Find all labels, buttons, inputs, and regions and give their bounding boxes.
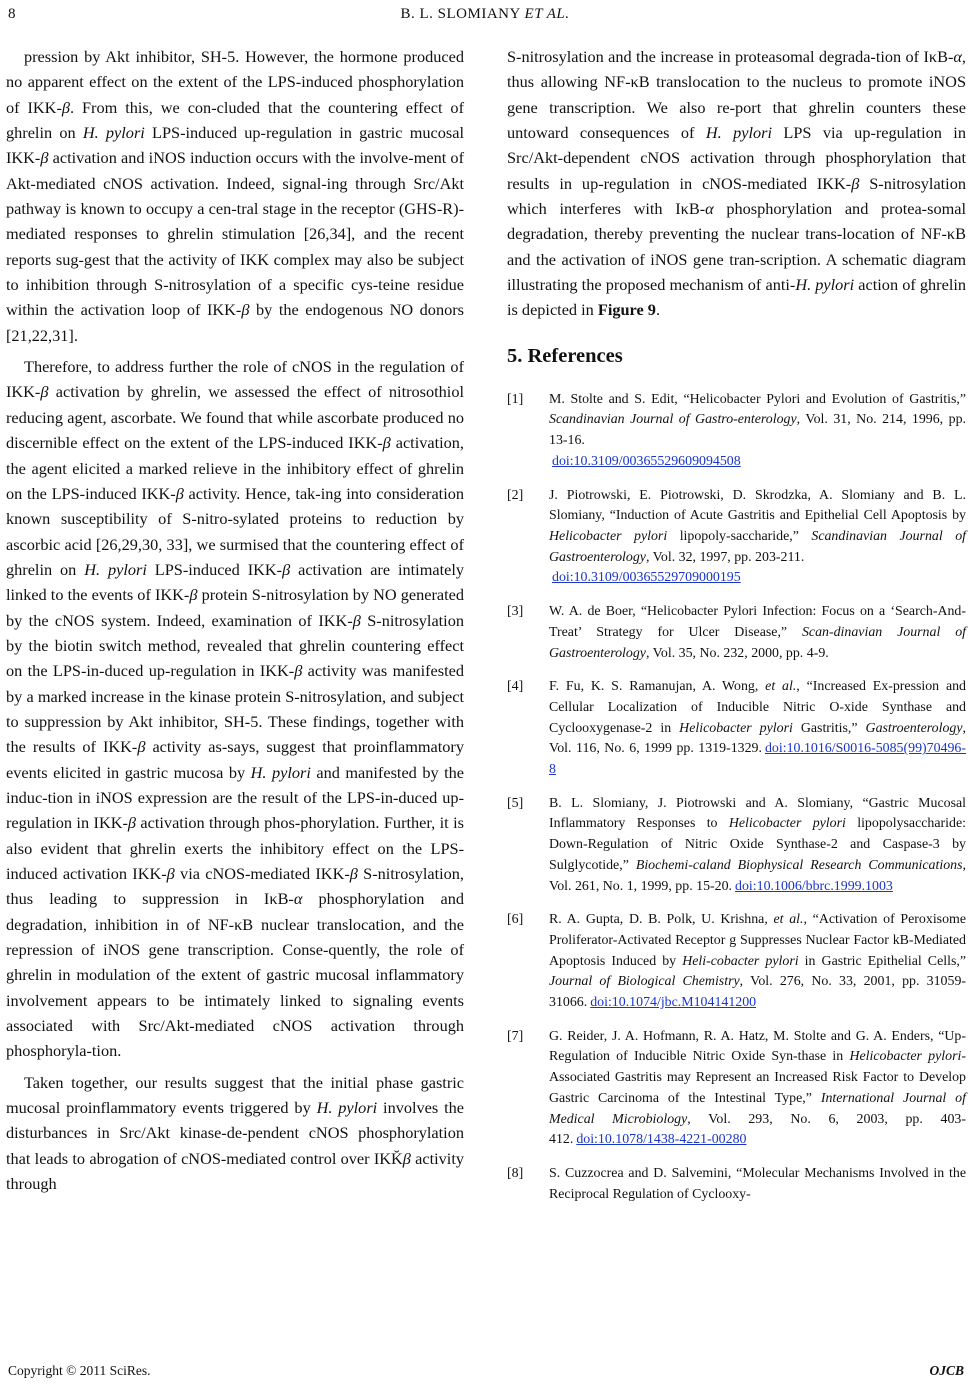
doi-link[interactable]: doi:10.3109/00365529609094508 — [552, 453, 741, 469]
reference-text: F. Fu, K. S. Ramanujan, A. Wong, et al., “Increased Ex-pression and Cellular Localization of Inducible Nitric O-xide Synthase and Cyclooxygenase-2 in Helicobacter pylori Gastritis,” Gastroenterology, Vol. 116, No. 6, 1999 pp. 1319-1329. doi:10.1016/S0016-5085(99)70496-8 — [549, 679, 966, 778]
reference-item — [507, 602, 966, 664]
reference-number: [4] — [507, 679, 524, 695]
reference-number: [5] — [507, 795, 524, 811]
reference-number: [2] — [507, 487, 524, 503]
reference-number: [8] — [507, 1165, 524, 1181]
body-paragraph: Taken together, our results suggest that the initial phase gastric mucosal proinflammatory events triggered by H. pylori involves the disturbances in Src/Akt kinase-de-pendent cNOS phosphorylation that leads to abrogation of cNOS-mediated control over IKK̆β activity through — [6, 1072, 464, 1194]
journal-abbrev: OJCB — [929, 1363, 964, 1378]
body-paragraph: Therefore, to address further the role of cNOS in the regulation of IKK-β activation by ghrelin, we assessed the effect of nitrosothiol reducing agent, ascorbate. We found that while ascorbate produced no discernible effect on the extent of the LPS-induced IKK-β activation, the agent elicited a marked relieve in the inhibitory effect of ghrelin on the LPS-induced IKK-β activity. Hence, tak-ing into consideration known susceptibility of S-nitro-sylated proteins to reduction by ascorbic acid [26,29,30, 33], we surmised that the countering effect of ghrelin on H. pylori LPS-induced IKK-β activation are intimately linked to the events of IKK-β protein S-nitrosylation by NO generated by the cNOS system. Indeed, examination of IKK-β S-nitrosylation by the biotin switch method, revealed that ghrelin countering effect on the LPS-in-duced up-regulation in IKK-β activity was manifested by a marked increase in the kinase protein S-nitrosylation, and subject to suppression by Akt inhibitor, SH-5. These findings, together with the results of IKK-β activity as-says, suggest that proinflammatory events elicited in gastric mucosa by H. pylori and manifested by the induc-tion in iNOS expression are the result of the LPS-in-duced up-regulation in IKK-β activation through phos-phorylation. Further, it is also evident that ghrelin exerts the inhibitory effect on the LPS-induced activation IKK-β via cNOS-mediated IKK-β S-nitrosylation, thus leading to suppression in IκB-α phosphorylation and degradation, inhibition in of NF-κB nuclear translocation, and the repression of iNOS gene transcription. Conse-quently, the role of ghrelin in modulation of the extent of gastric mucosal inflammatory involvement appears to be intimately linked to signaling events associated with Src/Akt-mediated cNOS activation through phosphoryla-tion. — [6, 357, 465, 1061]
page-number: 8 — [8, 6, 16, 22]
reference-text: R. A. Gupta, D. B. Polk, U. Krishna, et al., “Activation of Peroxisome Proliferator-Activated Receptor g Suppresses Nuclear Factor kB-Mediated Apoptosis Induced by Heli-cobacter pylori in Gastric Epithelial Cells,” Journal of Biological Chemistry, Vol. 276, No. 33, 2001, pp. 31059-31066. doi:10.1074/jbc.M104141200 — [549, 912, 967, 1011]
doi-link[interactable]: doi:10.3109/00365529709000195 — [552, 570, 741, 586]
section-title: 5. References — [507, 344, 623, 367]
reference-text: W. A. de Boer, “Helicobacter Pylori Infection: Focus on a ‘Search-And-Treat’ Strategy for Ulcer Disease,” Scan-dinavian Journal of Gastroenterology, Vol. 35, No. 232, 2000, pp. 4-9. — [549, 604, 966, 661]
body-paragraph: pression by Akt inhibitor, SH-5. However, the hormone produced no apparent effect on the extent of the LPS-induced phosphorylation of IKK-β. From this, we con-cluded that the countering effect of ghrelin on H. pylori LPS-induced up-regulation in gastric mucosal IKK-β activation and iNOS induction occurs with the involve-ment of Akt-mediated cNOS activation. Indeed, signal-ing through Src/Akt pathway is known to occupy a cen-tral stage in the receptor (GHS-R)-mediated responses to ghrelin stimulation [26,34], and the recent reports sug-gest that the activity of IKK complex may also be subject to inhibition through S-nitrosylation of a specific cys-teine residue within the activation loop of IKK-β by the endogenous NO donors [21,22,31]. — [6, 47, 464, 345]
reference-item — [507, 1027, 966, 1151]
doi-link[interactable]: doi:10.1078/1438-4221-00280 — [576, 1132, 747, 1148]
reference-text: S. Cuzzocrea and D. Salvemini, “Molecular Mechanisms Involved in the Reciprocal Regulation of Cyclooxy- — [549, 1165, 966, 1202]
body-paragraph: S-nitrosylation and the increase in proteasomal degrada-tion of IκB-α, thus allowing NF-κB translocation to the nucleus to promote iNOS gene transcription. We also re-port that ghrelin counters these untoward consequences of H. pylori LPS via up-regulation in Src/Akt-dependent cNOS activation through phosphorylation that results in up-regulation in cNOS-mediated IKK-β S-nitrosylation which interferes with IκB-α phosphorylation and protea-somal degradation, thereby preventing the nuclear trans-location of NF-κB and the activation of iNOS gene tran-scription. A schematic diagram illustrating the proposed mechanism of anti-H. pylori action of ghrelin is depicted in Figure 9. — [507, 47, 967, 320]
reference-list — [507, 390, 966, 1206]
reference-text: M. Stolte and S. Edit, “Helicobacter Pylori and Evolution of Gastritis,” Scandinavian Journal of Gastro-enterology, Vol. 31, No. 214, 1996, pp. 13-16. doi:10.3109/00365529609094508 — [549, 391, 966, 469]
reference-item — [507, 390, 966, 473]
reference-item — [507, 486, 966, 590]
page-header — [0, 6, 970, 30]
reference-text: J. Piotrowski, E. Piotrowski, D. Skrodzka, A. Slomiany and B. L. Slomiany, “Induction of Acute Gastritis and Epithelial Cell Apoptosis by Helicobacter pylori lipopoly-saccharide,” Scandinavian Journal of Gastroenterology, Vol. 32, 1997, pp. 203-211. doi:10.3109/00365529709000195 — [549, 487, 966, 586]
reference-text: G. Reider, J. A. Hofmann, R. A. Hatz, M. Stolte and G. A. Enders, “Up-Regulation of Inducible Nitric Oxide Syn-thase in Helicobacter pylori-Associated Gastritis may Represent an Increased Risk Factor to Develop Gastric Carcinoma of the Intestinal Type,” International Journal of Medical Microbiology, Vol. 293, No. 6, 2003, pp. 403-412. doi:10.1078/1438-4221-00280 — [549, 1028, 966, 1148]
reference-number: [3] — [507, 604, 524, 620]
running-head: B. L. SLOMIANY ET AL. — [400, 6, 570, 22]
reference-item — [507, 677, 966, 781]
reference-item — [507, 794, 966, 898]
doi-link[interactable]: doi:10.1074/jbc.M104141200 — [590, 995, 757, 1011]
right-column — [507, 44, 966, 1218]
doi-link[interactable]: doi:10.1016/S0016-5085(99)70496-8 — [549, 741, 966, 778]
left-column — [6, 44, 464, 1196]
copyright-notice: Copyright © 2011 SciRes. — [8, 1363, 151, 1378]
reference-item — [507, 1164, 966, 1205]
reference-number: [1] — [507, 391, 524, 407]
reference-number: [6] — [507, 912, 524, 928]
reference-text: B. L. Slomiany, J. Piotrowski and A. Slomiany, “Gastric Mucosal Inflammatory Responses to Helicobacter pylori lipopolysaccharide: Down-Regulation of Nitric Oxide Synthase-2 and Caspase-3 by Sulglycotide,” Biochemi-caland Biophysical Research Communications, Vol. 261, No. 1, 1999, pp. 15-20. doi:10.1006/bbrc.1999.1003 — [549, 795, 966, 894]
reference-number: [7] — [507, 1028, 524, 1044]
doi-link[interactable]: doi:10.1006/bbrc.1999.1003 — [735, 878, 893, 894]
reference-item — [507, 910, 966, 1014]
